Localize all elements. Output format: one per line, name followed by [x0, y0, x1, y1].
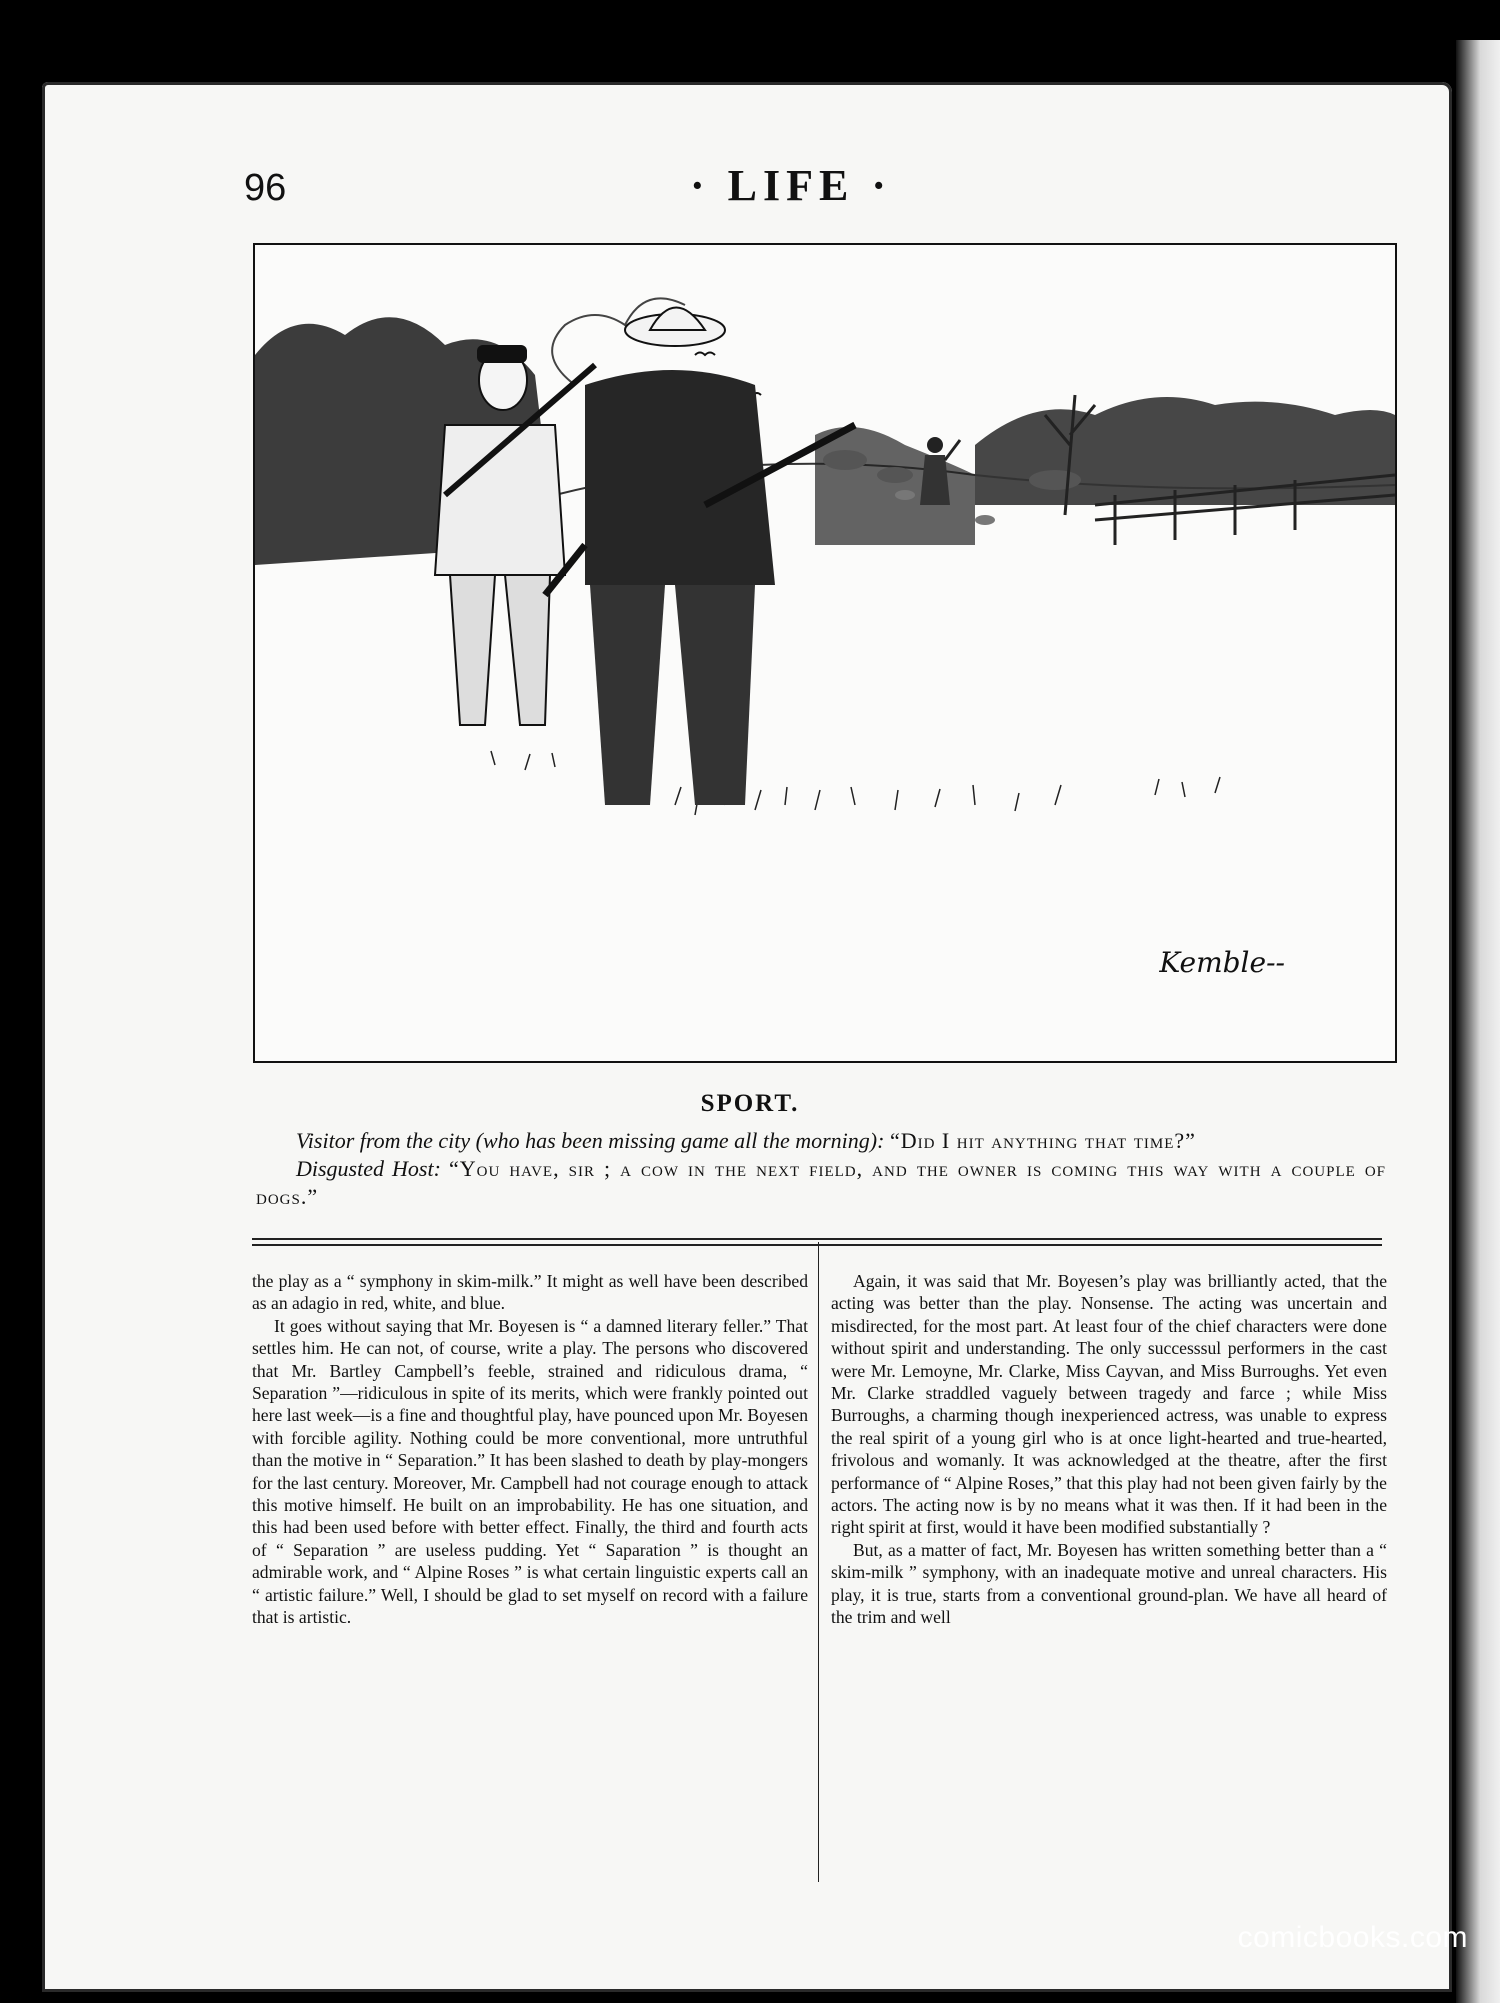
article-paragraph: But, as a matter of fact, Mr. Boyesen has written something better than a “ skim-milk ” symphony, with an inadequate motive and unreal characters. His play, it is true, starts from a conventional ground-plan. We have all heard of the trim and well [831, 1539, 1387, 1628]
article-paragraph: It goes without saying that Mr. Boyesen is “ a damned literary feller.” That settles him. He can not, of course, write a play. The persons who discovered that Mr. Bartley Campbell’s feeble, strained and ridiculous drama, “ Separation ”—ridiculous in spite of its merits, which were frankly pointed out here last week—is a fine and thoughtful play, have pounced upon Mr. Boyesen with forcible agility. Nothing could be more conventional, more untruthful than the motive in “ Separation.” It has been slashed to death by play-mongers for the last century. Moreover, Mr. Campbell had not courage enough to attack this motive himself. He built on an improbability. He has one situation, and this had been used before with better effect. Finally, the third and fourth acts of “ Separation ” are useless pudding. Yet “ Saparation ” is thought an admirable work, and “ Alpine Roses ” is what certain linguistic experts call an “ artistic failure.” Well, I should be glad to set myself on record with a failure that is artistic. [252, 1315, 808, 1628]
caption-speaker-visitor: Visitor from the city (who has been missing game all the morning): [296, 1128, 885, 1153]
article-column-left [252, 1270, 808, 1629]
article-paragraph: the play as a “ symphony in skim-milk.” It might as well have been described as an adagio in red, white, and blue. [252, 1271, 808, 1314]
section-rule-bottom [252, 1244, 1382, 1246]
cartoon-illustration [253, 243, 1397, 1063]
column-divider [818, 1242, 819, 1882]
site-watermark: comicbooks.com [1237, 1921, 1468, 1954]
grass-strokes [491, 751, 1220, 815]
caption-line-visitor: “Did I hit anything that time?” [889, 1128, 1196, 1153]
cartoon-caption [256, 1127, 1386, 1211]
adjacent-page-edge [1456, 40, 1500, 2003]
page-number: 96 [244, 167, 287, 209]
illustration-drawing [255, 245, 1395, 1061]
section-rule-top [252, 1238, 1382, 1240]
caption-speaker-host: Disgusted Host: [296, 1156, 441, 1181]
artist-signature: Kemble-- [1159, 946, 1285, 979]
hedge-shape [815, 427, 975, 545]
article-column-right [831, 1270, 1387, 1629]
article-paragraph: Again, it was said that Mr. Boyesen’s play was brilliantly acted, that the acting was better than the play. Nonsense. The acting was uncertain and misdirected, for the most part. At least four of the chief characters were done without spirit and understanding. The only successsul performers in the cast were Mr. Lemoyne, Mr. Clarke, Miss Cayvan, and Miss Burroughs. Yet even Mr. Clarke straddled vaguely between tragedy and farce ; while Miss Burroughs, a charming though inexperienced actress, was unable to express the real spirit of a young girl who is at once light-hearted and true-hearted, frivolous and womanly. It was acknowledged at the theatre, after the first performance of “ Alpine Roses,” that this play had not been given fairly by the actors. The acting now is by no means what it was then. If it had been in the right spirit at first, would it have been modified substantially ? [831, 1271, 1387, 1538]
caption-title: SPORT. [700, 1090, 800, 1117]
masthead-title: · LIFE · [690, 161, 893, 210]
host-figure [545, 308, 855, 806]
caption-line-host: “You have, sir ; a cow in the next field, and the owner is coming this way with a couple of dogs.” [256, 1156, 1387, 1209]
